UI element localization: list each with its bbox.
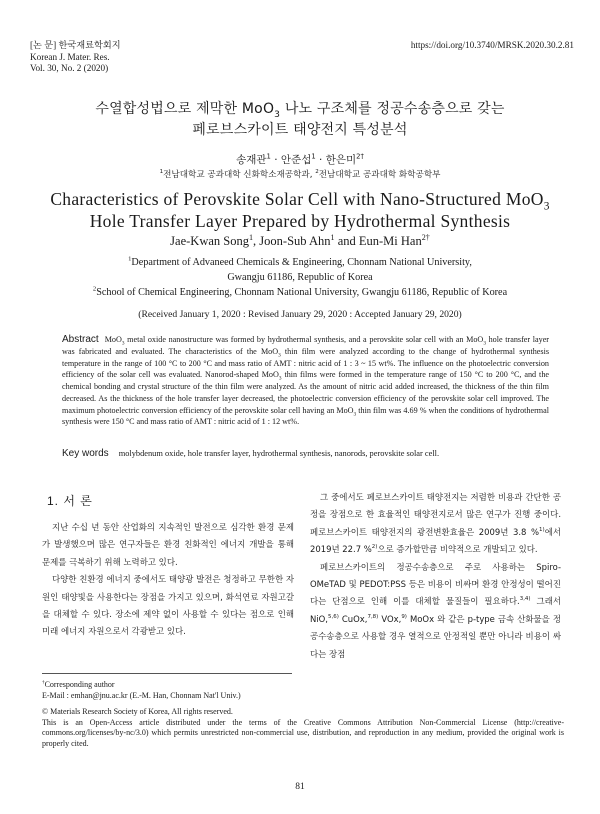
abstract-text: MoO — [104, 335, 122, 344]
abstract-sub: 3 — [353, 411, 357, 418]
section-heading-introduction: 1. 서 론 — [47, 494, 93, 508]
keywords — [62, 448, 549, 459]
author-en-2-sup: 1 — [330, 232, 335, 242]
intro-paragraph-1: 지난 수십 년 동안 산업화의 지속적인 발전으로 심각한 환경 문제가 발생했으며 많은 연구자들은 환경 친화적인 에너지 개발을 통해 문제를 극복하기 위해 노력하고 있다. — [42, 522, 294, 567]
title-english — [0, 188, 600, 232]
title-ko-sub: 3 — [274, 109, 281, 120]
journal-name-ko: 한국재료학회지 — [58, 40, 121, 50]
journal-header — [30, 40, 121, 75]
affil-ko-sup-1: 1 — [159, 169, 164, 176]
title-korean — [0, 99, 600, 141]
author-ko-1-sup: 1 — [266, 152, 271, 161]
affil-en-line3: School of Chemical Engineering, Chonnam National University, Gwangju 61186, Republic of Korea — [96, 287, 508, 298]
abstract-text: thin films were formed in the temperature range of 150 °C to 200 °C, and the chemical bonding and crystal structure of the thin film were analyzed. As the amount of nitric acid added increased, the thickness of the thin film decreased. As the thickness of the hole transfer layer decreased, the photoelectric conversion efficiency of the perovskite solar cell improved. The maximum photoelectric conversion efficiency of the perovskite solar cell having an MoO — [62, 370, 549, 415]
footnotes — [42, 680, 564, 750]
doi-link[interactable]: https://doi.org/10.3740/MRSK.2020.30.2.81 — [410, 40, 574, 50]
authors-korean — [0, 152, 600, 167]
journal-type-label: [논 문] — [30, 40, 57, 50]
intro-left-column — [42, 519, 294, 641]
affiliation-korean — [0, 168, 600, 180]
abstract-sub: 3 — [121, 340, 125, 347]
intro-text: 으로 증가할만큼 비약적으로 개발되고 있다. — [377, 544, 538, 555]
author-ko-3-sup: 2† — [356, 152, 364, 161]
affil-en-sup-2: 2 — [92, 285, 97, 293]
citation: 7,8) — [367, 614, 379, 621]
author-en-1: Jae-Kwan Song — [170, 234, 249, 248]
author-sep: · — [315, 154, 326, 166]
citation: 2) — [371, 544, 378, 551]
intro-paragraph-3 — [310, 489, 561, 559]
citation: 3,4) — [519, 596, 531, 603]
journal-name-en: Korean J. Mater. Res. — [30, 51, 110, 62]
author-en-3-sup: 2† — [421, 232, 430, 242]
author-en-3: Eun-Mi Han — [358, 234, 422, 248]
citation: 9) — [401, 614, 407, 621]
author-ko-2-sup: 1 — [311, 152, 316, 161]
title-ko-line2: 페로브스카이트 태양전지 특성분석 — [192, 122, 408, 138]
affil-ko-sup-2: 2 — [315, 169, 319, 176]
affil-en-line1: Department of Advaneed Chemicals & Engineering, Chonnam National University, — [131, 257, 472, 268]
affil-ko-2: 전남대학교 공과대학 화학공학부 — [318, 170, 441, 180]
abstract-sub: 3 — [483, 340, 486, 347]
title-ko-line1-a: 수열합성법으로 제막한 MoO — [95, 101, 275, 117]
title-en-line2: Hole Transfer Layer Prepared by Hydrothermal Synthesis — [89, 211, 511, 231]
abstract — [62, 334, 549, 428]
intro-paragraph-4 — [310, 559, 561, 663]
abstract-text: thin film was 4.69 % when the conditions of hydrothermal synthesis were 150 °C and mass ratio of AMT : nitric acid of 1 : 12 wt%. — [62, 405, 549, 427]
affil-ko-1: 전남대학교 공과대학 신화학소재공학과, — [163, 170, 316, 180]
page-number: 81 — [295, 782, 305, 792]
citation: 1) — [539, 527, 545, 533]
intro-text: MoOx 와 같은 p-type 금속 산화물을 정공수송층으로 사용할 경우 열적으로 안정적일 뿐만 아니라 비용이 싸다는 장점 — [310, 613, 562, 659]
author-en-2: Joon-Sub Ahn — [259, 234, 331, 248]
citation: 5,6) — [327, 614, 339, 621]
author-ko-2: 안준섭 — [280, 154, 312, 166]
intro-text: 페로브스카이트의 정공수송층으로 주로 사용하는 Spiro-OMeTAD 및 PEDOT:PSS 등은 비용이 비싸며 환경 안정성이 떨어진다는 단점으로 인해 이를 대체할 물질들이 필요하다. — [310, 561, 561, 607]
authors-english: Jae-Kwan Song$^1$, Joon-Sub Ahn$^1$ and Eun-Mi Han$^{2\dagger}$ — [170, 232, 430, 248]
author-ko-1: 송재관 — [236, 154, 267, 166]
abstract-text: metal oxide nanostructure was formed by hydrothermal synthesis, and a perovskite solar cell with an MoO — [124, 335, 484, 344]
corresponding-mark: † — [42, 679, 45, 686]
copyright-notice: © Materials Research Society of Korea, All rights reserved. — [42, 707, 233, 717]
footnote-divider — [42, 673, 292, 674]
received-dates: (Received January 1, 2020 : Revised January 29, 2020 : Accepted January 29, 2020) — [138, 309, 462, 320]
corresponding-author-label: Corresponding author — [44, 680, 115, 689]
affiliation-english — [0, 255, 600, 300]
keywords-text: molybdenum oxide, hole transfer layer, hydrothermal synthesis, nanorods, perovskite solar cell. — [118, 449, 440, 458]
intro-text: 그래서 NiO, — [310, 596, 562, 624]
journal-volume: Vol. 30, No. 2 (2020) — [30, 63, 109, 73]
intro-text: 에서 2019년 22.7 % — [310, 526, 561, 555]
affil-en-line2: Gwangju 61186, Republic of Korea — [227, 272, 373, 283]
intro-right-column — [310, 489, 561, 663]
affil-en-sup-1: 1 — [128, 255, 132, 263]
abstract-text: thin film were analyzed according to the change of hydrothermal synthesis temperature in the range of 100 °C to 200 °C and mass ratio of AMT : nitric acid of 1 : 3 ~ 15 wt%. The influence on the photoelectric conversion efficiency of the solar cell was evaluated. Nanorod-shaped MoO — [62, 346, 549, 380]
author-ko-3: 한은미 — [325, 154, 357, 166]
abstract-label: Abstract — [62, 334, 99, 345]
intro-text: CuOx, — [338, 613, 368, 624]
intro-text: 그 중에서도 페로브스카이트 태양전지는 저렴한 비용과 간단한 공정을 장점으로 한 효율적인 태양전지로서 많은 연구가 진행 중이다. 페로브스카이트 태양전지의 광전변환효율은 2009년 3.8 % — [310, 492, 561, 537]
author-en-and: and — [334, 234, 359, 248]
title-en-sub: 3 — [543, 200, 550, 213]
title-ko-line1-b: 나노 구조체를 정공수송층으로 갖는 — [280, 101, 505, 117]
abstract-sub: 3 — [278, 352, 281, 359]
title-en-line1: Characteristics of Perovskite Solar Cell with Nano-Structured MoO — [50, 189, 544, 209]
abstract-text: hole transfer layer was fabricated and evaluated. The characteristics of the MoO — [62, 335, 549, 356]
corresponding-email: E-Mail : emhan@jnu.ac.kr (E.-M. Han, Chonnam Nat'l Univ.) — [42, 690, 241, 700]
keywords-label: Key words — [62, 448, 109, 459]
author-en-1-sup: 1 — [248, 232, 254, 242]
intro-paragraph-2: 다양한 친환경 에너지 중에서도 태양광 발전은 청정하고 무한한 자원인 태양빛을 사용한다는 장점을 가지고 있으며, 화석연료 자원고갈을 대체할 수 있다. 장소에 제약 없이 사용할 수 있다는 점으로 인해 미래 에너지 자원으로서 각광받고 있다. — [42, 574, 294, 637]
intro-text: VOx, — [378, 613, 402, 624]
abstract-sub: 3 — [278, 375, 282, 382]
author-sep: · — [270, 154, 281, 166]
license-notice: This is an Open-Access article distributed under the terms of the Creative Commons Attribution Non-Commercial License (http://creative-commons.org/licenses/by-nc/3.0) which permits unrestricted non-commercial use, distribution, and reproduction in any medium, provided the original work is properly cited. — [42, 717, 564, 748]
